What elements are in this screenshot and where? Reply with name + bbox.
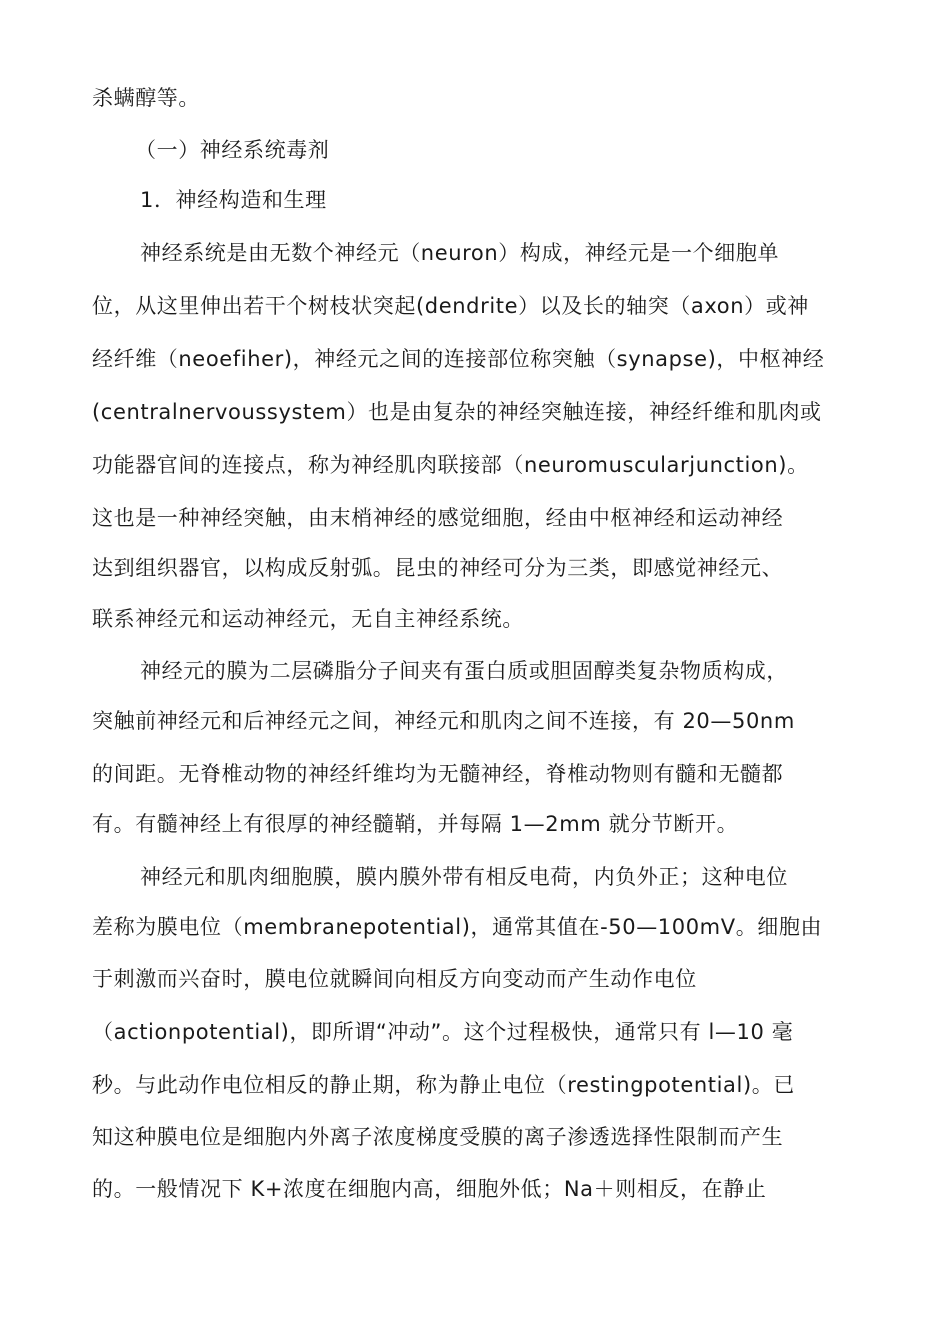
text-line: 的间距。无脊椎动物的神经纤维均为无髓神经，脊椎动物则有髓和无髓都 bbox=[92, 762, 784, 786]
text-line: 神经元和肌肉细胞膜，膜内膜外带有相反电荷，内负外正；这种电位 bbox=[140, 865, 788, 889]
text-line: 神经系统是由无数个神经元（neuron）构成，神经元是一个细胞单 bbox=[140, 241, 780, 265]
text-line: 突触前神经元和后神经元之间，神经元和肌肉之间不连接，有 20—50nm bbox=[92, 709, 795, 733]
text-line: 达到组织器官，以构成反射弧。昆虫的神经可分为三类，即感觉神经元、 bbox=[92, 556, 784, 580]
text-line: 差称为膜电位（membranepotential)，通常其值在-50—100mV。细胞由 bbox=[92, 915, 823, 939]
text-line: 联系神经元和运动神经元，无自主神经系统。 bbox=[92, 607, 524, 631]
text-line: 位，从这里伸出若干个树枝状突起(dendrite）以及长的轴突（axon）或神 bbox=[92, 294, 809, 318]
text-line: 功能器官间的连接点，称为神经肌肉联接部（neuromuscularjunction)。 bbox=[92, 453, 809, 477]
subsection-heading: 1．神经构造和生理 bbox=[140, 188, 327, 212]
text-line: 知这种膜电位是细胞内外离子浓度梯度受膜的离子渗透选择性限制而产生 bbox=[92, 1125, 784, 1149]
text-line: 的。一般情况下 K+浓度在细胞内高，细胞外低；Na＋则相反，在静止 bbox=[92, 1177, 767, 1201]
text-line: （actionpotential)，即所谓“冲动”。这个过程极快，通常只有 l—10 毫 bbox=[92, 1020, 794, 1044]
text-line: 于刺激而兴奋时，膜电位就瞬间向相反方向变动而产生动作电位 bbox=[92, 967, 697, 991]
text-line: 杀螨醇等。 bbox=[92, 86, 200, 110]
text-line: (centralnervoussystem）也是由复杂的神经突触连接，神经纤维和肌肉或 bbox=[92, 400, 822, 424]
text-line: 经纤维（neoefiher)，神经元之间的连接部位称突触（synapse)，中枢神经 bbox=[92, 347, 825, 371]
text-line: 有。有髓神经上有很厚的神经髓鞘，并每隔 1—2mm 就分节断开。 bbox=[92, 812, 739, 836]
text-line: 这也是一种神经突触，由末梢神经的感觉细胞，经由中枢神经和运动神经 bbox=[92, 506, 784, 530]
text-line: 神经元的膜为二层磷脂分子间夹有蛋白质或胆固醇类复杂物质构成， bbox=[140, 659, 788, 683]
section-heading: （一）神经系统毒剂 bbox=[135, 138, 330, 162]
text-line: 秒。与此动作电位相反的静止期，称为静止电位（restingpotential)。已 bbox=[92, 1073, 795, 1097]
